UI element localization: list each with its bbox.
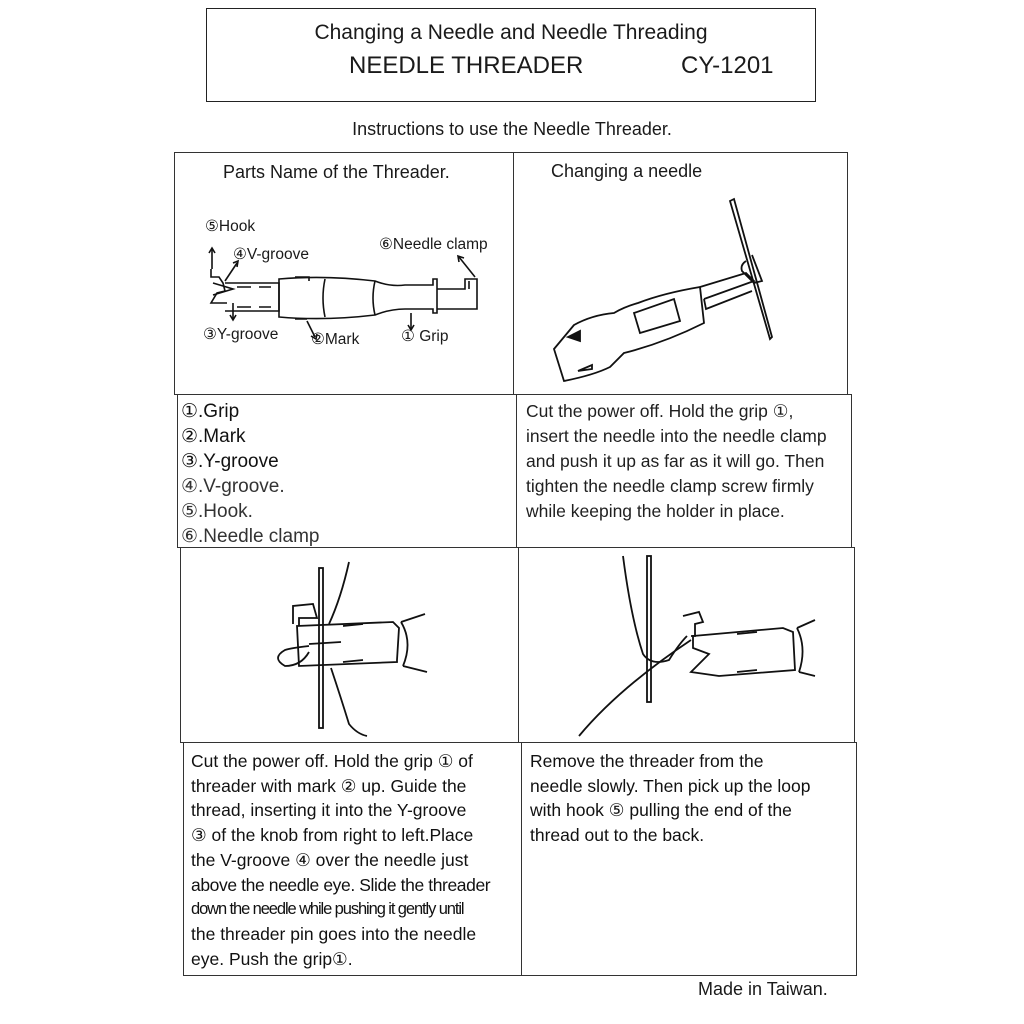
threading-line: thread, inserting it into the Y-groove <box>191 800 467 821</box>
threading-line: Cut the power off. Hold the grip ① of <box>191 751 473 771</box>
label-y-groove: ③Y-groove <box>203 326 279 343</box>
threading-line: threader with mark ② up. Guide the <box>191 775 467 796</box>
part-mark: ②.Mark <box>181 426 246 447</box>
changing-needle-illustration <box>514 153 847 393</box>
title-box <box>206 8 816 102</box>
parts-list <box>178 395 517 547</box>
part-v-groove: ④.V-groove. <box>181 476 285 497</box>
label-needle-clamp: ⑥Needle clamp <box>379 236 488 253</box>
threading-step1-illustration <box>181 548 519 742</box>
document-title: Changing a Needle and Needle Threading <box>314 21 708 44</box>
threading-line: the V-groove ④ over the needle just <box>191 849 469 870</box>
part-y-groove: ③.Y-groove <box>181 451 279 472</box>
label-grip: ① Grip <box>401 328 449 345</box>
changing-needle-heading: Changing a needle <box>551 161 703 181</box>
part-hook: ⑤.Hook. <box>181 501 253 522</box>
made-in-label: Made in Taiwan. <box>698 979 828 999</box>
removing-line: with hook ⑤ pulling the end of the <box>530 800 792 821</box>
changing-needle-cell <box>514 153 847 394</box>
parts-heading: Parts Name of the Threader. <box>223 162 450 182</box>
removing-line: Remove the threader from the <box>530 751 764 771</box>
removing-line: needle slowly. Then pick up the loop <box>530 775 811 796</box>
threading-step2-illustration <box>519 548 853 742</box>
removing-line: thread out to the back. <box>530 825 705 846</box>
threading-line: ③ of the knob from right to left.Place <box>191 825 474 846</box>
table-row-threading-images <box>180 547 855 743</box>
changing-needle-instructions: Cut the power off. Hold the grip ①, insert the needle into the needle clamp and push it up as far as it will go. Then tighten the needle clamp screw firmly while keeping the holder in place. <box>526 401 827 521</box>
label-v-groove: ④V-groove <box>233 246 309 263</box>
table-row-diagrams <box>174 152 848 395</box>
threading-line: the threader pin goes into the needle <box>191 923 477 944</box>
threading-line: eye. Push the grip①. <box>191 948 353 969</box>
threading-step1-cell <box>181 548 519 742</box>
threading-line: above the needle eye. Slide the threader <box>191 874 491 895</box>
instructions-subtitle: Instructions to use the Needle Threader. <box>352 119 672 139</box>
product-name: NEEDLE THREADER <box>349 52 584 79</box>
table-row-threading-text <box>183 742 857 976</box>
part-needle-clamp: ⑥.Needle clamp <box>181 526 320 547</box>
label-mark: ②Mark <box>311 331 360 348</box>
model-number: CY-1201 <box>681 52 774 79</box>
threading-line: down the needle while pushing it gently until <box>191 900 464 919</box>
part-grip: ①.Grip <box>181 401 240 422</box>
parts-diagram-cell <box>175 153 514 394</box>
table-row-parts <box>177 394 852 548</box>
threader-parts-diagram <box>175 153 514 393</box>
threading-instructions <box>184 743 522 975</box>
removing-instructions <box>522 743 855 975</box>
threading-step2-cell <box>519 548 853 742</box>
label-hook: ⑤Hook <box>205 218 256 235</box>
